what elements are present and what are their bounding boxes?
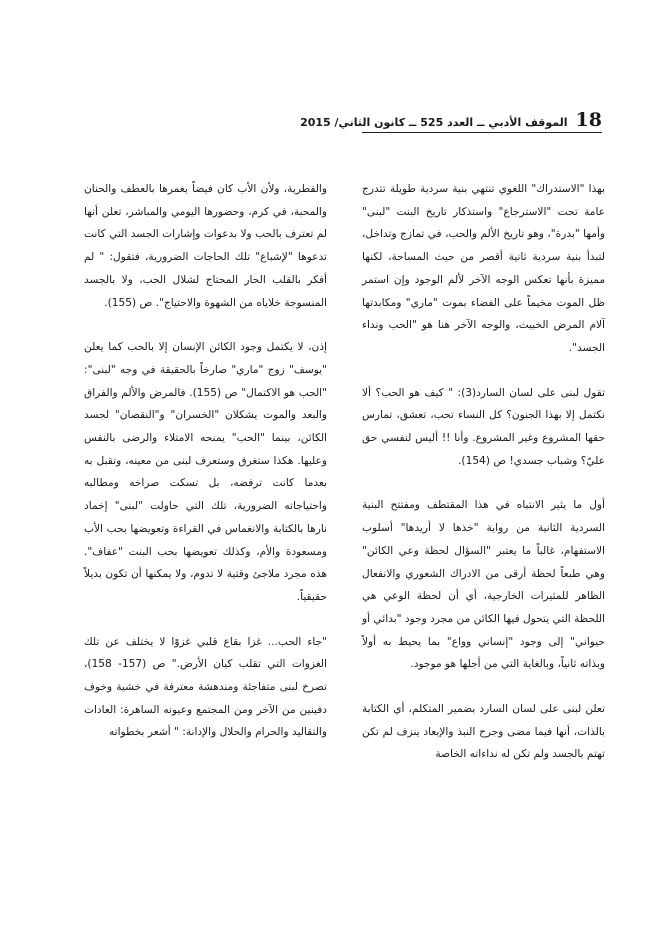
body-paragraph: إذن، لا يكتمل وجود الكائن الإنسان إلا بالحب كما يعلن "يوسف" زوج "ماري" صارخاً بالحقيقة في وجه "لبنى": "الحب هو الاكتمال" ص (155). فالمرض والألم والفراق والبعد والموت يشكلان "الخسران" و"النقصان" لجسد الكائن، بينما "الحب" يمنحه الامتلاء والرضى بالنفس وعليها. هكذا ستغرق وستعرف لبنى من معينه، وتقبل به بعدما كانت ترفضه، بل تسكت صراخه ومطالبه واحتياجاته الضرورية، تلك التي حاولت "لبنى" إخماد نارها بالكتابة والانغماس في القراءة وتعويضها بحب الأب ومسعودة والأم، وكذلك تعويضها بحب البنت "عفاف". هذه مجرد ملاجئ وقتية لا تدوم، ولا يمكنها أن تكون بديلاً حقيقياً. (84, 341, 327, 603)
paragraph-gap (362, 360, 605, 382)
paragraph-gap (84, 609, 327, 631)
right-text-column (362, 178, 605, 766)
header-rule (362, 132, 602, 133)
body-paragraph: بهذا "الاستدراك" اللغوي تنتهي بنية سردية طويلة تتدرج عامة تحت "الاسترجاع" واستذكار تاريخ البنت "لبنى" وأمها "بدرة"، وهو تاريخ الألم والحب، في تمازج وتداخل، لتبدأ بنية سردية ثانية أقصر من حيث المساحة، لكنها مميزة بأنها تعكس الوجه الآخر لألم الوجود وإن استمر ظل الموت مخيماً على الفضاء بموت "ماري" ومكابدتها آلام المرض الخبيث، والوجه الآخر هنا هو "الحب ونداء الجسد". (362, 183, 605, 354)
left-text-column (84, 178, 327, 744)
page-number: 18 (575, 109, 602, 131)
body-paragraph: والفطرية، ولأن الأب كان فيضاً يغمرها بالعطف والحنان والمحبة، في كرم، وحضورها اليومي والمباشر، تعلن أنها لم تعترف بالحب ولا بدعوات وإشارات الجسد التي كانت تدعوها "لإشباع" تلك الحاجات الضرورية، فتقول: " لم أفكر بالقلب الحار المحتاج لشلال الحب، ولا بالجسد المنسوجة خلاياه من الشهوة والاحتياج". ص (155). (84, 183, 327, 309)
paragraph-gap (362, 676, 605, 698)
running-header (300, 104, 602, 131)
paragraph-gap (84, 314, 327, 336)
paragraph-gap (362, 472, 605, 494)
body-paragraph: "جاء الحب... غزا بقاع قلبي غزوًا لا يختلف عن تلك الغزوات التي تقلب كيان الأرض." ص (157- 158)، تصرخ لبنى متفاجئة ومندهشة معترفة في خشية وخوف دفينين من الآخر ومن المجتمع وعيونه الساهرة: العادات والتقاليد والحرام والحلال والإدانة: " أشعر بخطواته (84, 635, 327, 739)
body-paragraph: تقول لبنى على لسان السارد(3): " كيف هو الحب؟ ألا نكتمل إلا بهذا الجنون؟ كل النساء تحب، تعشق، تمارس حقها المشروع وغير المشروع. وأنا !! أليس لنفسي حق عليّ؟ وشباب جسدي! ص (154). (362, 386, 605, 467)
body-paragraph: أول ما يثير الانتباه في هذا المقتطف ومفتتح البنية السردية الثانية من رواية "خذها لا أريدها" أسلوب الاستفهام، غالباً ما يعتبر "السؤال لحظة وعي الكائن" وهي طبعاً لحظة أرقى من الادراك الشعوري والانفعال الظاهر للمثيرات الخارجية، أي أن لحظة الوعي هي اللحظة التي يتحول فيها الكائن من مجرد وجود "بدائي أو حيواني" إلى وجود "إنساني وواع" بما يحيط به أولاً وبذاته ثانياً، وبالغاية التي من أجلها هو موجود. (361, 499, 605, 671)
journal-running-head: الموقف الأدبي ــ العدد 525 ــ كانون الثاني/ 2015 (300, 116, 568, 129)
body-paragraph: تعلن لبنى على لسان السارد بضمير المتكلم، أي الكتابة بالذات، أنها فيما مضى وجرح النبذ والإبعاد ينزف لم تكن تهتم بالجسد ولم تكن له نداءاته الخاصة (362, 703, 605, 761)
